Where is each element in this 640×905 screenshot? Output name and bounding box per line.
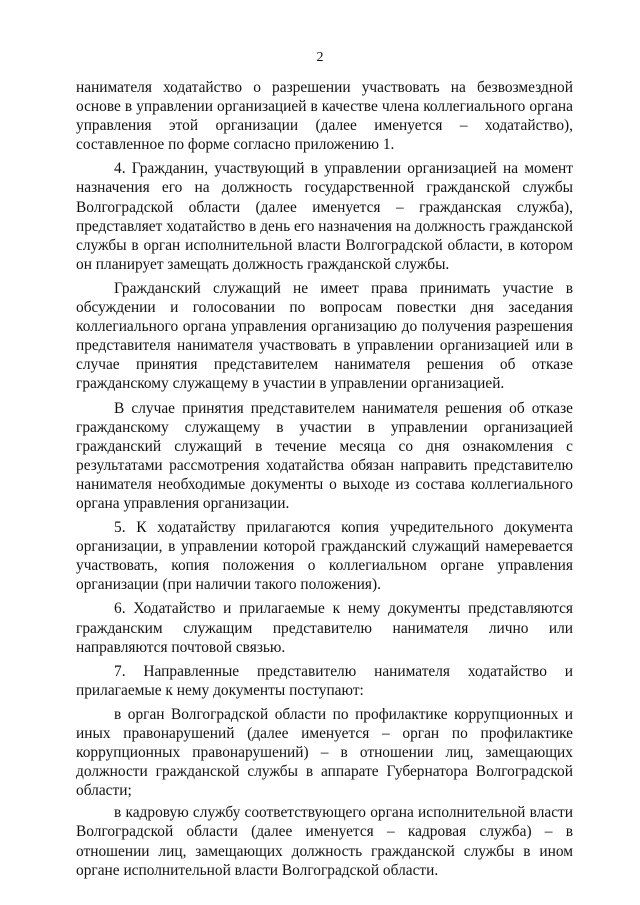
paragraph: нанимателя ходатайство о разрешении участвовать на безвозмездной основе в управлении организацией в качестве члена коллегиального органа управления этой организации (далее именуется – ходатайство), составленное по форме согласно приложению 1. <box>76 79 573 154</box>
page-number: 2 <box>316 50 324 65</box>
paragraph: В случае принятия представителем нанимателя решения об отказе гражданскому служащему в участии в управлении организацией гражданский служащий в течение месяца со дня ознакомления с результатами рассмотрения ходатайства обязан направить представителю нанимателя необходимые документы о выходе из состава коллегиального органа управления организации. <box>76 399 573 512</box>
paragraph: 4. Гражданин, участвующий в управлении организацией на момент назначения его на должность государственной гражданской службы Волгоградской области (далее именуется – гражданская служба), представляет ходатайство в день его назначения на должность гражданской службы в орган исполнительной власти Волгоградской области, в котором он планирует замещать должность гражданской службы. <box>76 160 573 273</box>
paragraph: 7. Направленные представителю нанимателя ходатайство и прилагаемые к нему документы поступают: <box>76 662 573 699</box>
paragraph: 5. К ходатайству прилагаются копия учредительного документа организации, в управлении которой гражданский служащий намеревается участвовать, копия положения о коллегиальном органе управления организации (при наличии такого положения). <box>76 519 573 594</box>
paragraph: в кадровую службу соответствующего органа исполнительной власти Волгоградской области (далее именуется – кадровая служба) – в отношении лиц, замещающих должность гражданской службы в ином органе исполнительной власти Волгоградской области. <box>76 804 573 879</box>
paragraph: в орган Волгоградской области по профилактике коррупционных и иных правонарушений (далее именуется – орган по профилактике коррупционных правонарушений) – в отношении лиц, замещающих должности гражданской службы в аппарате Губернатора Волгоградской области; <box>76 705 573 800</box>
paragraph: Гражданский служащий не имеет права принимать участие в обсуждении и голосовании по вопросам повестки дня заседания коллегиального органа управления организацию до получения разрешения представителя нанимателя участвовать в управлении организацией или в случае принятия представителем нанимателя решения об отказе гражданскому служащему в участии в управлении организацией. <box>76 279 573 393</box>
document-body <box>76 78 573 885</box>
paragraph: 6. Ходатайство и прилагаемые к нему документы представляются гражданским служащим представителю нанимателя лично или направляются почтовой связью. <box>76 600 573 656</box>
